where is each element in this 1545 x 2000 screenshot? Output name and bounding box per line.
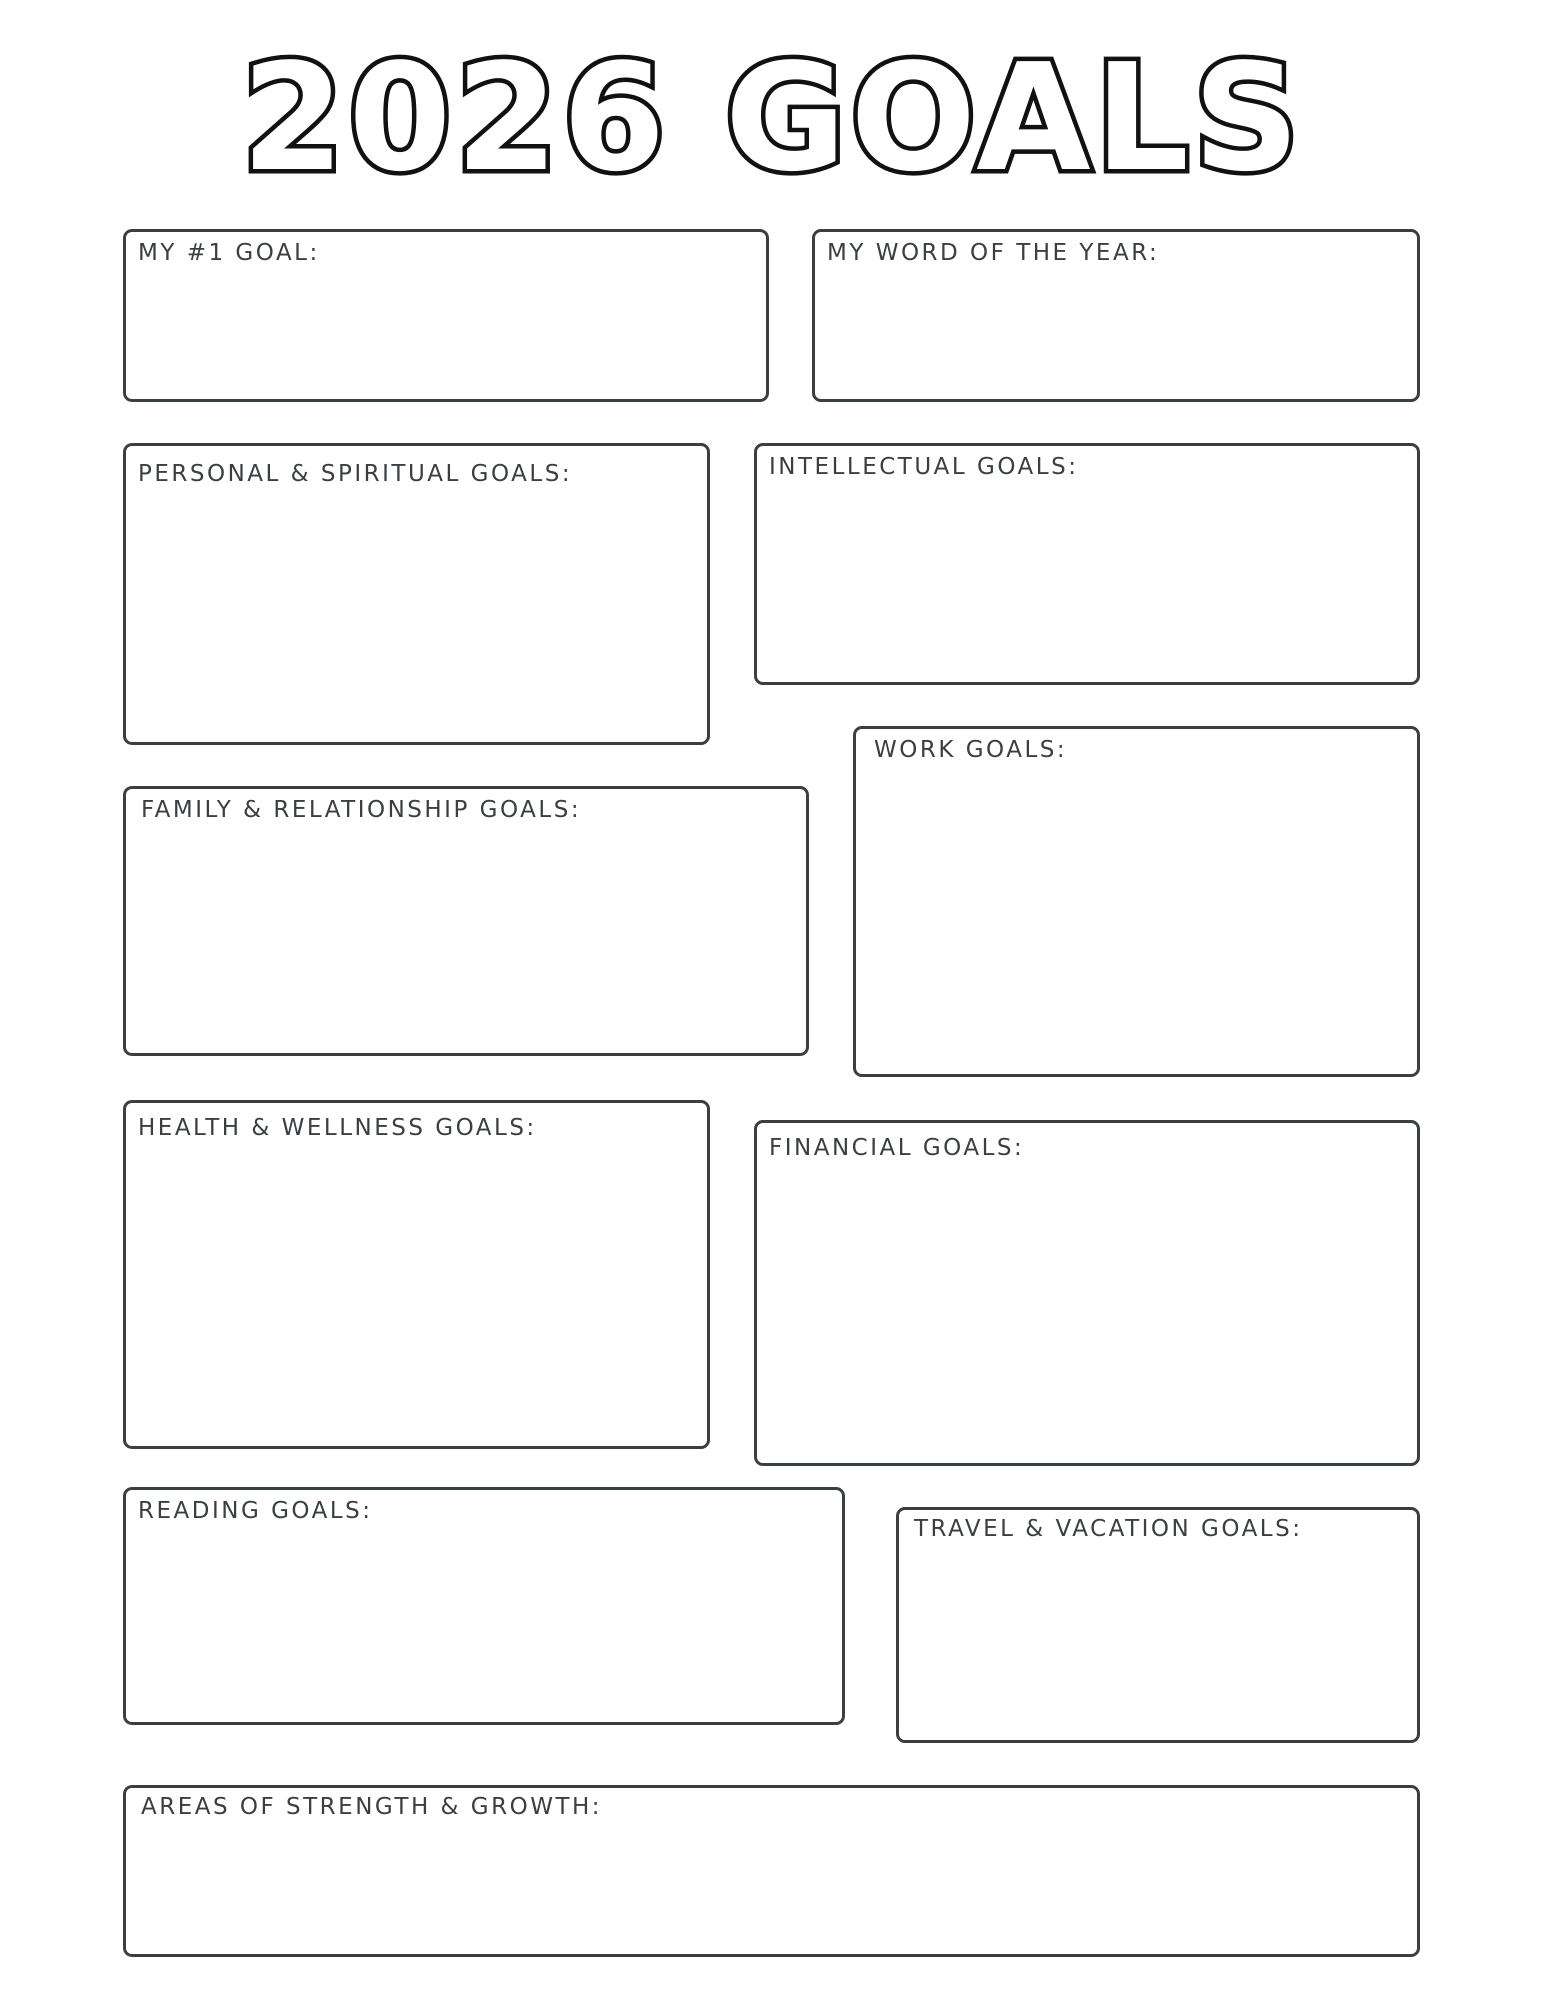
health-wellness-goals-label: HEALTH & WELLNESS GOALS: [138, 1115, 537, 1141]
reading-goals-label: READING GOALS: [138, 1498, 373, 1524]
page-title: 2026 GOALS [241, 32, 1304, 204]
financial-goals-label: FINANCIAL GOALS: [769, 1135, 1025, 1161]
financial-goals-box[interactable] [754, 1120, 1420, 1466]
personal-spiritual-goals-label: PERSONAL & SPIRITUAL GOALS: [138, 461, 573, 487]
intellectual-goals-label: INTELLECTUAL GOALS: [769, 454, 1079, 480]
travel-vacation-goals-label: TRAVEL & VACATION GOALS: [914, 1516, 1303, 1542]
travel-vacation-goals-box[interactable] [896, 1507, 1420, 1743]
strength-growth-label: AREAS OF STRENGTH & GROWTH: [141, 1794, 603, 1820]
word-of-the-year-box[interactable] [812, 229, 1420, 402]
word-of-the-year-label: MY WORD OF THE YEAR: [827, 240, 1160, 266]
goal-1-label: MY #1 GOAL: [138, 240, 320, 266]
health-wellness-goals-box[interactable] [123, 1100, 710, 1449]
family-relationship-goals-label: FAMILY & RELATIONSHIP GOALS: [141, 797, 582, 823]
work-goals-label: WORK GOALS: [874, 737, 1068, 763]
intellectual-goals-box[interactable] [754, 443, 1420, 685]
reading-goals-box[interactable] [123, 1487, 845, 1725]
family-relationship-goals-box[interactable] [123, 786, 809, 1056]
personal-spiritual-goals-box[interactable] [123, 443, 710, 745]
goal-1-box[interactable] [123, 229, 769, 402]
strength-growth-box[interactable] [123, 1785, 1420, 1957]
work-goals-box[interactable] [853, 726, 1420, 1077]
